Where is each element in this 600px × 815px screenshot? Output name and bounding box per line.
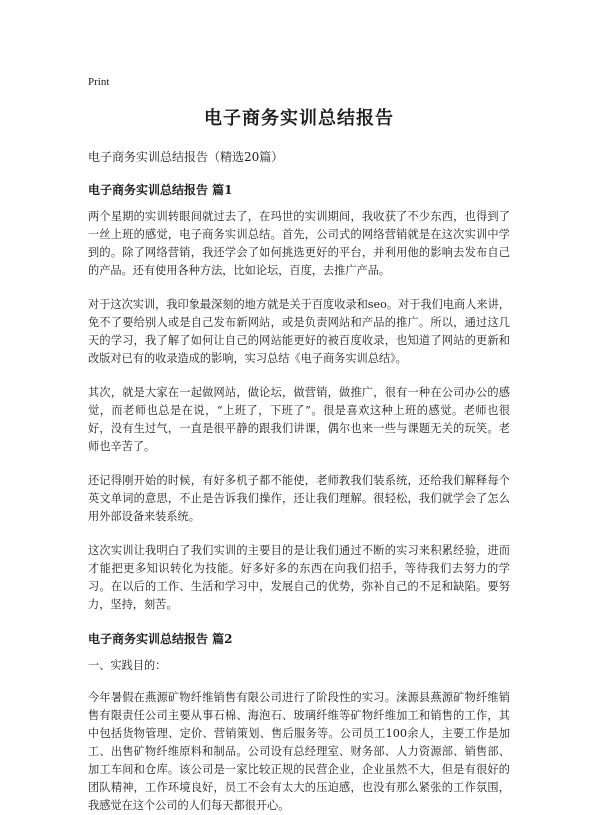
document-subtitle: 电子商务实训总结报告（精选20篇） — [88, 150, 284, 164]
section-heading-2: 电子商务实训总结报告 篇2 — [88, 632, 233, 646]
paragraph: 一、实践目的： — [88, 659, 167, 672]
paragraph: 今年暑假在燕源矿物纤维销售有限公司进行了阶段性的实习。涞源县燕源矿物纤维销售有限责任公司主要从事石棉、海泡石、玻璃纤维等矿物纤维加工和销售的工作，其中包括货物管理、定价、营销策划、售后服务等。公司员工100余人，主要工作是加工、出售矿物纤维原料和制品。公司设有总经理室、财务部、人力资源部、销售部、加工车间和仓库。该公司是一家比较正规的民营企业，企业虽然不大，但是有很好的团队精神，工作环境良好，员工不会有太大的压迫感，也没有那么紧张的工作氛围，我感觉在这个公司的人们每天都很开心。 — [88, 691, 510, 812]
paragraph: 这次实训让我明白了我们实训的主要目的是让我们通过不断的实习来积累经验，进而才能把更多知识转化为技能。好多好多的东西在向我们招手，等待我们去努力的学习。在以后的工作、生活和学习中，发展自己的优势，弥补自己的不足和缺陷。要努力，坚持，刻苦。 — [88, 544, 510, 611]
print-link[interactable]: Print — [88, 76, 110, 88]
section-heading-1: 电子商务实训总结报告 篇1 — [88, 183, 233, 197]
paragraph: 还记得刚开始的时候，有好多机子都不能使，老师教我们装系统，还给我们解释每个英文单词的意思，不止是告诉我们操作，还让我们理解。很轻松，我们就学会了怎么用外部设备来装系统。 — [88, 474, 510, 523]
paragraph: 对于这次实训，我印象最深刻的地方就是关于百度收录和seo。对于我们电商人来讲，免不了要给别人或是自己发布新网站，或是负责网站和产品的推广。所以，通过这几天的学习，我了解了如何让自己的网站能更好的被百度收录，也知道了网站的更新和改版对已有的收录造成的影响，实习总结《电子商务实训总结》。 — [88, 298, 510, 365]
paragraph: 两个星期的实训转眼间就过去了，在玛世的实训期间，我收获了不少东西，也得到了一丝上班的感觉，电子商务实训总结。首先，公司式的网络营销就是在这次实训中学到的。除了网络营销，我还学会了如何挑选更好的平台，并利用他的影响去发布自己的产品。还有使用各种方法，比如论坛，百度，去推广产品。 — [88, 210, 510, 277]
page-title: 电子商务实训总结报告 — [204, 108, 394, 129]
paragraph: 其次，就是大家在一起做网站，做论坛，做营销，做推广，很有一种在公司办公的感觉，而老师也总是在说，“上班了，下班了”。很是喜欢这种上班的感觉。老师也很好，没有生过气，一直是很平静的跟我们讲课，偶尔也来一些与课题无关的玩笑。老师也辛苦了。 — [88, 386, 510, 453]
